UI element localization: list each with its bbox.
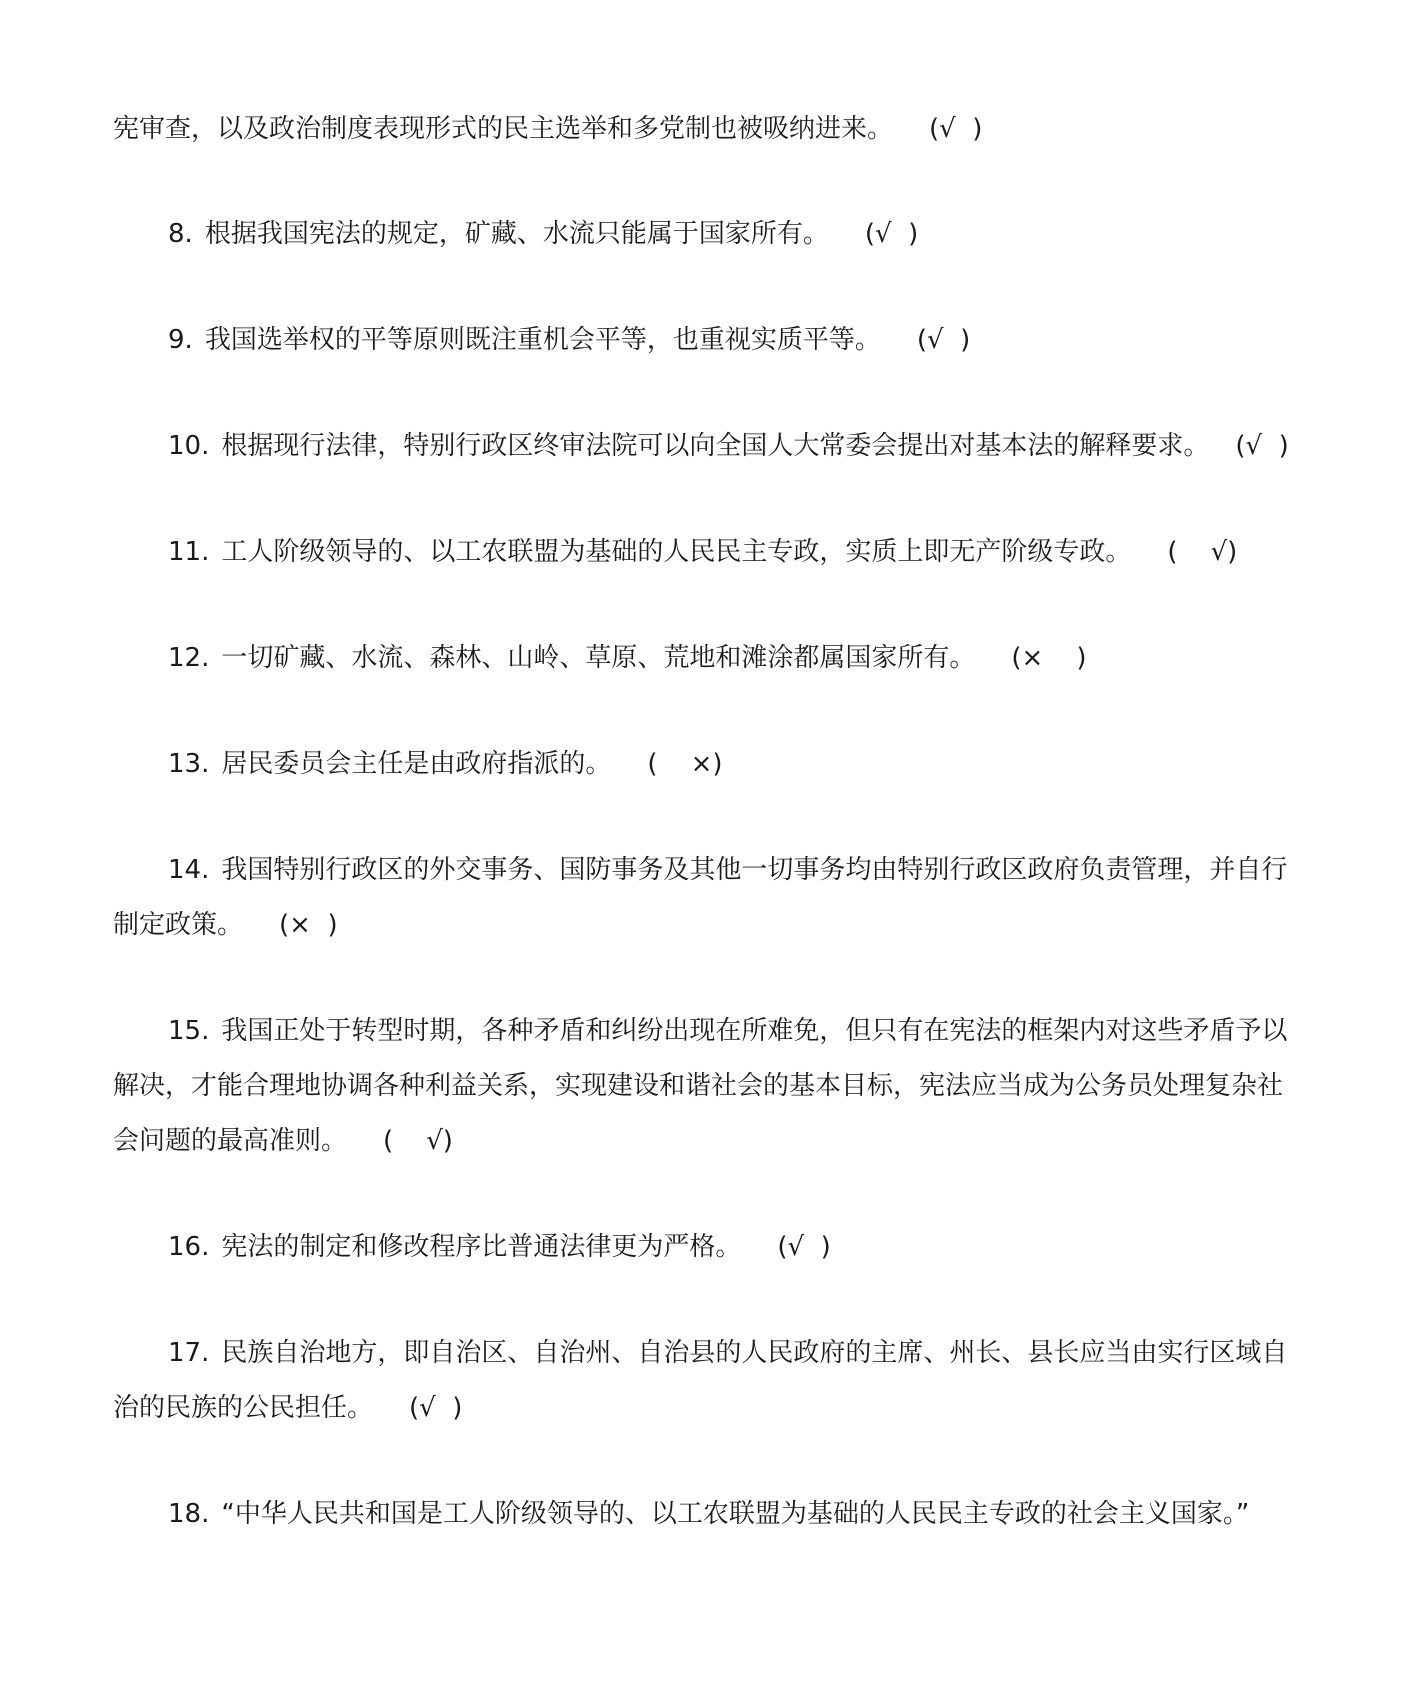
- question-text: 居民委员会主任是由政府指派的。: [221, 749, 612, 779]
- question-number: 14.: [168, 855, 210, 885]
- question-12: [113, 631, 1303, 686]
- question-number: 17.: [168, 1338, 210, 1368]
- question-text: 根据我国宪法的规定，矿藏、水流只能属于国家所有。: [204, 219, 829, 249]
- question-9: [113, 313, 1303, 368]
- paragraph-text: 宪审查，以及政治制度表现形式的民主选举和多党制也被吸纳进来。: [113, 114, 894, 144]
- question-16: [113, 1220, 1303, 1275]
- question-number: 16.: [168, 1232, 210, 1262]
- question-text: 我国正处于转型时期，各种矛盾和纠纷出现在所难免，但只有在宪法的框架内对这些矛盾予以解决，才能合理地协调各种利益关系，实现建设和谐社会的基本目标，宪法应当成为公务员处理复杂社会问题的最高准则。: [113, 1016, 1288, 1156]
- question-number: 8.: [168, 219, 193, 249]
- answer-mark: (√ ): [777, 1232, 831, 1262]
- answer-mark: (× ): [279, 910, 338, 940]
- question-15: [113, 1004, 1303, 1169]
- question-text: “中华人民共和国是工人阶级领导的、以工农联盟为基础的人民民主专政的社会主义国家。”: [221, 1499, 1250, 1529]
- answer-mark: ( ×): [647, 749, 723, 779]
- answer-mark: (√ ): [916, 325, 971, 355]
- document-body: [113, 102, 1303, 1593]
- question-number: 11.: [168, 537, 210, 567]
- question-8: [113, 207, 1303, 262]
- answer-mark: ( √): [383, 1126, 453, 1156]
- question-text: 一切矿藏、水流、森林、山岭、草原、荒地和滩涂都属国家所有。: [221, 643, 976, 673]
- question-text: 工人阶级领导的、以工农联盟为基础的人民民主专政，实质上即无产阶级专政。: [221, 537, 1132, 567]
- question-number: 9.: [168, 325, 193, 355]
- question-text: 我国特别行政区的外交事务、国防事务及其他一切事务均由特别行政区政府负责管理，并自行制定政策。: [113, 855, 1288, 940]
- answer-mark: (√ ): [929, 114, 983, 144]
- answer-mark: (√ ): [1235, 431, 1289, 461]
- question-number: 12.: [168, 643, 210, 673]
- question-18: [113, 1487, 1303, 1542]
- question-number: 15.: [168, 1016, 210, 1046]
- question-text: 我国选举权的平等原则既注重机会平等，也重视实质平等。: [204, 325, 881, 355]
- question-number: 18.: [168, 1499, 210, 1529]
- question-10: [113, 419, 1303, 474]
- answer-mark: (× ): [1011, 643, 1087, 673]
- question-text: 根据现行法律，特别行政区终审法院可以向全国人大常委会提出对基本法的解释要求。: [221, 431, 1210, 461]
- question-number: 13.: [168, 749, 210, 779]
- question-text: 宪法的制定和修改程序比普通法律更为严格。: [221, 1232, 742, 1262]
- question-text: 民族自治地方，即自治区、自治州、自治县的人民政府的主席、州长、县长应当由实行区域自治的民族的公民担任。: [113, 1338, 1288, 1423]
- question-14: [113, 843, 1303, 953]
- question-13: [113, 737, 1303, 792]
- answer-mark: ( √): [1167, 537, 1238, 567]
- question-17: [113, 1326, 1303, 1436]
- paragraph-continuation: [113, 102, 1303, 157]
- answer-mark: (√ ): [409, 1393, 463, 1423]
- question-11: [113, 525, 1303, 580]
- question-number: 10.: [168, 431, 210, 461]
- answer-mark: (√ ): [864, 219, 919, 249]
